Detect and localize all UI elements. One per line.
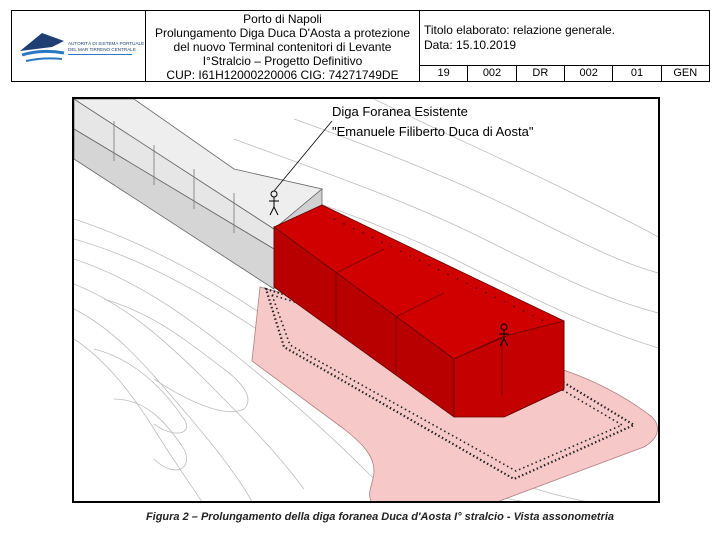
breakwater-drawing (74, 99, 660, 503)
logo-text-1: AUTORITÀ DI SISTEMA PORTUALE (68, 41, 145, 46)
document-info-cell (420, 11, 709, 81)
code-cell: DR (517, 66, 565, 81)
code-cell: 01 (613, 66, 661, 81)
existing-breakwater-label: Diga Foranea Esistente (332, 104, 468, 119)
project-line: I°Stralcio – Progetto Definitivo (202, 54, 363, 68)
code-cell: 19 (420, 66, 468, 81)
logo-text-2: DEL MAR TIRRENO CENTRALE (68, 47, 136, 52)
figure-caption: Figura 2 – Prolungamento della diga foranea Duca d'Aosta I° stralcio - Vista assonometria (145, 511, 615, 523)
document-code-row (420, 66, 709, 81)
project-line: del nuovo Terminal contenitori di Levante (173, 40, 392, 54)
port-authority-logo (12, 11, 146, 81)
project-codes-line: CUP: I61H12000220006 CIG: 74271749DE (166, 68, 399, 82)
axonometric-figure (72, 97, 660, 503)
code-cell: GEN (673, 67, 698, 79)
code-cell: 002 (468, 66, 516, 81)
project-line: Porto di Napoli (243, 12, 322, 26)
label-leader-line (274, 121, 332, 191)
logo-wing-icon (20, 33, 64, 51)
code-cell: 002 (565, 66, 613, 81)
project-title-cell (146, 11, 420, 81)
title-block (11, 10, 710, 82)
logo-cell (12, 11, 146, 81)
document-date: Data: 15.10.2019 (424, 38, 517, 52)
document-title: Titolo elaborato: relazione generale. (424, 23, 616, 37)
existing-breakwater-name: "Emanuele Filiberto Duca di Aosta" (332, 124, 534, 139)
project-line: Prolungamento Diga Duca D'Aosta a protezione (154, 26, 411, 40)
